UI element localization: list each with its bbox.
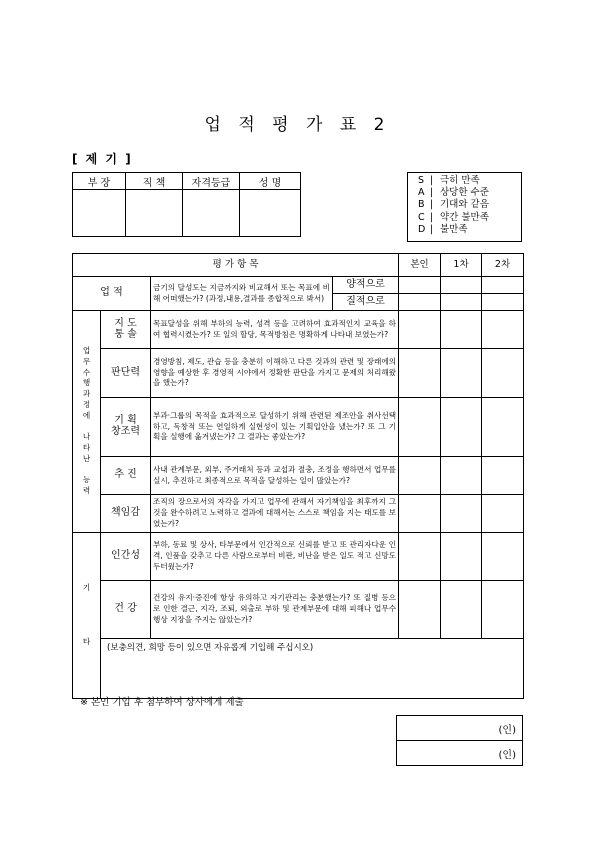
score-cell[interactable] bbox=[399, 398, 441, 457]
info-header: 부 장 bbox=[73, 173, 126, 190]
item-label: 책임감 bbox=[101, 495, 151, 533]
score-cell[interactable] bbox=[482, 294, 524, 311]
item-label: 기 획 창조력 bbox=[101, 398, 151, 457]
item-desc: 사내 관계부문, 외부, 주거래처 등과 교섭과 절충, 조정을 행하면서 업무를 실시, 추진하고 최종적으로 목적을 달성하는 일이 많았는가? bbox=[151, 457, 399, 495]
qualitative-label: 질적으로 bbox=[333, 294, 399, 311]
item-label: 인간성 bbox=[101, 533, 151, 581]
score-cell[interactable] bbox=[399, 495, 441, 533]
score-cell[interactable] bbox=[441, 581, 482, 639]
info-header: 직 책 bbox=[126, 173, 183, 190]
quantitative-label: 양적으로 bbox=[333, 277, 399, 294]
score-cell[interactable] bbox=[399, 294, 441, 311]
grade-legend bbox=[407, 172, 522, 242]
score-cell[interactable] bbox=[441, 294, 482, 311]
achievement-desc: 금기의 달성도는 지금까지와 비교해서 또는 목표에 비해 어떠했는가? (과정,내용,결과를 종합적으로 봐서) bbox=[151, 277, 333, 311]
info-header: 성 명 bbox=[240, 173, 301, 190]
info-header: 자격등급 bbox=[183, 173, 240, 190]
remarks-placeholder: (보충의견, 희망 등이 있으면 자유롭게 기입해 주십시오) bbox=[107, 643, 314, 653]
footnote: ※ 본인 기입 후 첨부하여 상사에게 제출 bbox=[80, 697, 244, 708]
submit-label: [ 제 기 ] bbox=[72, 152, 133, 166]
header-second: 2차 bbox=[482, 254, 524, 277]
legend-row: C | 약간 불만족 bbox=[418, 211, 489, 223]
item-desc: 부과·그룹의 목적을 효과적으로 달성하기 위해 관련된 제조안을 취사선택하고, 독창적 또는 연일하게 실현성이 있는 기획입안을 냈는가? 또 그 기획을 실행에 옮겨냈는가? 그 결과는 좋았는가? bbox=[151, 398, 399, 457]
score-cell[interactable] bbox=[482, 581, 524, 639]
score-cell[interactable] bbox=[482, 311, 524, 349]
info-table bbox=[72, 172, 301, 237]
score-cell[interactable] bbox=[399, 533, 441, 581]
page-title: 업 적 평 가 표 2 bbox=[204, 115, 391, 135]
item-desc: 조직의 장으로서의 자각을 가지고 업무에 관해서 자기책임을 최후까지 그것을 완수하려고 노력하고 결과에 대해서는 스스로 책임을 지는 태도를 보였는가? bbox=[151, 495, 399, 533]
item-label: 지 도 통 솔 bbox=[101, 311, 151, 349]
legend-row: S | 극히 만족 bbox=[418, 175, 480, 186]
score-cell[interactable] bbox=[399, 349, 441, 398]
header-item: 평 가 항 목 bbox=[73, 254, 399, 277]
info-cell-name[interactable] bbox=[240, 190, 301, 237]
score-cell[interactable] bbox=[399, 277, 441, 294]
header-first: 1차 bbox=[441, 254, 482, 277]
score-cell[interactable] bbox=[482, 533, 524, 581]
score-cell[interactable] bbox=[441, 311, 482, 349]
score-cell[interactable] bbox=[482, 495, 524, 533]
score-cell[interactable] bbox=[441, 349, 482, 398]
item-label: 추 진 bbox=[101, 457, 151, 495]
item-desc: 부하, 동료 및 상사, 타부문에서 인간적으로 신뢰를 받고 또 관리자다운 인격, 인품을 갖추고 다른 사람으로부터 비판, 비난을 받은 일도 적고 신망도 두터웠는가? bbox=[151, 533, 399, 581]
group-label-ability: 업 무 수 행 과 정 에 나 타 난 능 력 bbox=[73, 311, 101, 533]
legend-row: B | 기대와 같음 bbox=[418, 199, 489, 211]
item-desc: 건강의 유지·증진에 항상 유의하고 자기관리는 충분했는가? 또 질병 등으로 인한 결근, 지각, 조퇴, 외출로 부하 및 관계부문에 대해 피해나 업무수행상 지장을 주지는 않았는가? bbox=[151, 581, 399, 639]
score-cell[interactable] bbox=[482, 398, 524, 457]
score-cell[interactable] bbox=[441, 398, 482, 457]
score-cell[interactable] bbox=[399, 457, 441, 495]
achievement-label: 업 적 bbox=[73, 277, 151, 311]
remarks-field[interactable] bbox=[101, 639, 524, 699]
info-cell-dept[interactable] bbox=[73, 190, 126, 237]
header-self: 본인 bbox=[399, 254, 441, 277]
info-cell-position[interactable] bbox=[126, 190, 183, 237]
group-label-other: 기 타 bbox=[73, 533, 101, 699]
score-cell[interactable] bbox=[441, 457, 482, 495]
score-cell[interactable] bbox=[399, 581, 441, 639]
signature-field[interactable]: (인) bbox=[397, 716, 523, 741]
evaluation-table bbox=[72, 253, 524, 699]
legend-row: D | 불만족 bbox=[418, 223, 468, 235]
item-desc: 목표달성을 위해 부하의 능력, 성격 등을 고려하여 효과적인지 교육을 하여 협력시켰는가? 또 일의 할당, 목적방침은 명확하게 나타내 보였는가? bbox=[151, 311, 399, 349]
info-cell-grade[interactable] bbox=[183, 190, 240, 237]
signature-table bbox=[396, 715, 523, 766]
item-desc: 경영방침, 제도, 관습 등을 충분히 이해하고 다른 것과의 관련 및 장래에의 영향을 예상한 후 경영적 시야에서 정확한 판단을 가지고 문제의 처리해왔을 했는가? bbox=[151, 349, 399, 398]
item-label: 건 강 bbox=[101, 581, 151, 639]
item-label: 판단력 bbox=[101, 349, 151, 398]
score-cell[interactable] bbox=[441, 495, 482, 533]
score-cell[interactable] bbox=[441, 533, 482, 581]
signature-field[interactable]: (인) bbox=[397, 741, 523, 766]
score-cell[interactable] bbox=[441, 277, 482, 294]
score-cell[interactable] bbox=[482, 457, 524, 495]
score-cell[interactable] bbox=[399, 311, 441, 349]
legend-row: A | 상당한 수준 bbox=[418, 187, 489, 199]
score-cell[interactable] bbox=[482, 277, 524, 294]
score-cell[interactable] bbox=[482, 349, 524, 398]
